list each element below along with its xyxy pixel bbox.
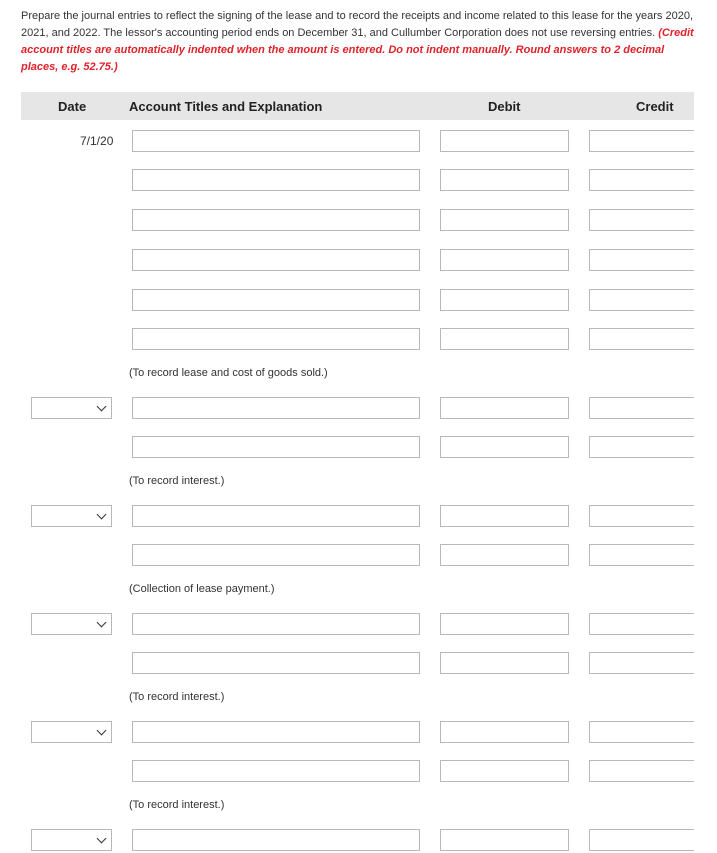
- chevron-down-icon: [97, 834, 107, 844]
- table-row: [0, 397, 717, 421]
- account-title-input[interactable]: [132, 209, 420, 231]
- credit-input[interactable]: [589, 249, 694, 271]
- account-title-input[interactable]: [132, 721, 420, 743]
- table-row: [0, 652, 717, 676]
- account-title-input[interactable]: [132, 436, 420, 458]
- table-row: [0, 760, 717, 784]
- debit-input[interactable]: [440, 544, 569, 566]
- account-title-input[interactable]: [132, 652, 420, 674]
- entry-note: (To record interest.): [129, 691, 225, 703]
- debit-input[interactable]: [440, 760, 569, 782]
- instructions-note: (Credit account titles are automatically indented when the amount is entered. Do not indent manually. Round answers to 2 decimal places, e.g. 52.75.): [21, 27, 694, 73]
- account-title-input[interactable]: [132, 829, 420, 851]
- debit-input[interactable]: [440, 289, 569, 311]
- debit-input[interactable]: [440, 169, 569, 191]
- credit-input[interactable]: [589, 397, 694, 419]
- credit-input[interactable]: [589, 130, 694, 152]
- debit-input[interactable]: [440, 249, 569, 271]
- credit-input[interactable]: [589, 328, 694, 350]
- header-account: Account Titles and Explanation: [129, 99, 323, 114]
- debit-input[interactable]: [440, 436, 569, 458]
- table-row: [0, 289, 717, 313]
- instructions: [21, 8, 697, 76]
- account-title-input[interactable]: [132, 289, 420, 311]
- credit-input[interactable]: [589, 505, 694, 527]
- table-row: [0, 544, 717, 568]
- entry-note: (To record lease and cost of goods sold.): [129, 367, 328, 379]
- account-title-input[interactable]: [132, 249, 420, 271]
- entry-note: (To record interest.): [129, 799, 225, 811]
- table-row: [0, 169, 717, 193]
- entry-date: 7/1/20: [80, 134, 114, 148]
- table-header: [21, 92, 694, 120]
- credit-input[interactable]: [589, 544, 694, 566]
- account-title-input[interactable]: [132, 169, 420, 191]
- header-debit: Debit: [488, 99, 521, 114]
- credit-input[interactable]: [589, 652, 694, 674]
- date-select[interactable]: [31, 829, 112, 851]
- debit-input[interactable]: [440, 505, 569, 527]
- account-title-input[interactable]: [132, 328, 420, 350]
- credit-input[interactable]: [589, 436, 694, 458]
- instructions-text: Prepare the journal entries to reflect the signing of the lease and to record the receipts and income related to this lease for the years 2020, 2021, and 2022. The lessor's accounting period ends on December 31, and Cullumber Corporation does not use reversing entries.: [21, 10, 694, 39]
- entry-note: (To record interest.): [129, 475, 225, 487]
- account-title-input[interactable]: [132, 130, 420, 152]
- debit-input[interactable]: [440, 721, 569, 743]
- debit-input[interactable]: [440, 328, 569, 350]
- debit-input[interactable]: [440, 613, 569, 635]
- chevron-down-icon: [97, 726, 107, 736]
- table-row: [0, 209, 717, 233]
- credit-input[interactable]: [589, 289, 694, 311]
- table-row: [0, 721, 717, 745]
- credit-input[interactable]: [589, 613, 694, 635]
- credit-input[interactable]: [589, 721, 694, 743]
- debit-input[interactable]: [440, 209, 569, 231]
- table-row: [0, 130, 717, 154]
- date-select[interactable]: [31, 505, 112, 527]
- account-title-input[interactable]: [132, 505, 420, 527]
- debit-input[interactable]: [440, 652, 569, 674]
- credit-input[interactable]: [589, 760, 694, 782]
- credit-input[interactable]: [589, 829, 694, 851]
- account-title-input[interactable]: [132, 397, 420, 419]
- chevron-down-icon: [97, 618, 107, 628]
- header-date: Date: [58, 99, 87, 114]
- chevron-down-icon: [97, 510, 107, 520]
- table-row: [0, 613, 717, 637]
- credit-input[interactable]: [589, 169, 694, 191]
- table-row: [0, 829, 717, 853]
- entry-note: (Collection of lease payment.): [129, 583, 275, 595]
- account-title-input[interactable]: [132, 760, 420, 782]
- credit-input[interactable]: [589, 209, 694, 231]
- date-select[interactable]: [31, 613, 112, 635]
- table-row: [0, 436, 717, 460]
- debit-input[interactable]: [440, 829, 569, 851]
- table-row: [0, 328, 717, 352]
- debit-input[interactable]: [440, 397, 569, 419]
- table-row: [0, 249, 717, 273]
- account-title-input[interactable]: [132, 544, 420, 566]
- account-title-input[interactable]: [132, 613, 420, 635]
- header-credit: Credit: [636, 99, 674, 114]
- chevron-down-icon: [97, 402, 107, 412]
- debit-input[interactable]: [440, 130, 569, 152]
- date-select[interactable]: [31, 721, 112, 743]
- date-select[interactable]: [31, 397, 112, 419]
- table-row: [0, 505, 717, 529]
